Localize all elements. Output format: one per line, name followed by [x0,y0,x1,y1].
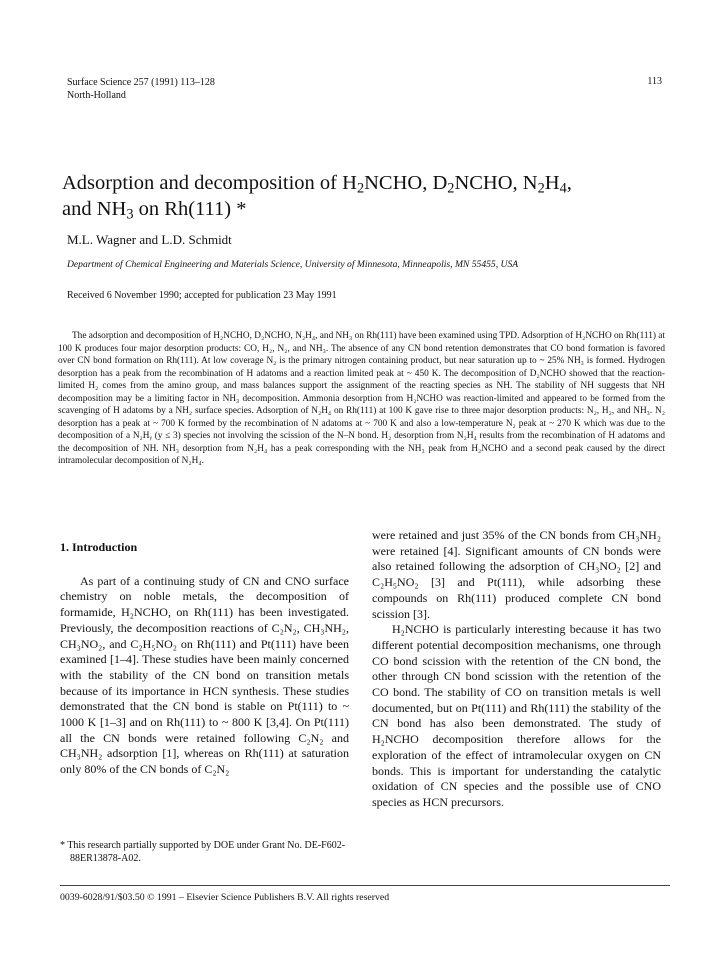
journal-header [67,76,215,102]
received-date: Received 6 November 1990; accepted for publication 23 May 1991 [67,290,337,301]
abstract: The adsorption and decomposition of H₂NCHO, D₂NCHO, N₂H₄, and NH₃ on Rh(111) have been examined using TPD. Adsorption of H₂NCHO on Rh(111) at 100 K produces four major desorption products: CO, H₂, N₂, and NH₃. The absence of any CN bond retention demonstrates that CO bond formation is favored over CN bond formation on Rh(111). At low coverage N₂ is the primary nitrogen containing product, but near saturation up to ~ 25% NH₃ is formed. Hydrogen desorption has a peak from the recombination of H adatoms and a reaction limited peak at ~ 450 K. The decomposition of D₂NCHO showed that the reaction-limited H₂ comes from the amino group, and mass balances support the assignment of the reacting species as NH. The stability of NH suggests that NH decomposition may be a limiting factor in NH₃ decomposition. Ammonia desorption from H₂NCHO was reaction-limited and appeared to be formed from the scavenging of H adatoms by a NH₂ surface species. Adsorption of N₂H₄ on Rh(111) at 100 K gave rise to three major desorption products: N₂, H₂, and NH₃. N₂ desorption has a peak at ~ 700 K formed by the recombination of N adatoms at ~ 700 K and also a low-temperature N₂ peak at ~ 270 K which was due to the decomposition of a N₂Hᵧ (y ≤ 3) species not involving the scission of the N–N bond. H₂ desorption from N₂H₄ results from the recombination of H adatoms and the decomposition of NH. NH₃ desorption from N₂H₄ has a peak corresponding with the NH₃ peak from H₂NCHO and a second peak caused by the direct intramolecular decomposition of N₂H₄. [58,331,665,466]
page-number: 113 [647,76,662,87]
article-title: Adsorption and decomposition of $H_2NCHO$, $D_2NCHO$, $N_2H_4$, and $NH_3$ on Rh(111) * [62,172,572,223]
author-affiliation: Department of Chemical Engineering and Materials Science, University of Minnesota, Minneapolis, MN 55455, USA [67,259,519,270]
footer-divider [60,885,670,886]
footnote [60,840,349,865]
publisher-name: North-Holland [67,90,126,101]
funding-footnote: * This research partially supported by DOE under Grant No. DE-F602-88ER13878-A02. [60,840,346,864]
left-column [60,540,349,778]
journal-citation: Surface Science 257 (1991) 113–128 [67,77,215,88]
author-list: M.L. Wagner and L.D. Schmidt [67,232,232,247]
right-column [372,528,661,811]
section-heading: 1. Introduction [60,540,138,554]
intro-paragraph-1-continued: were retained and just 35% of the CN bonds from CH₃NH₂ were retained [4]. Significant amounts of CN bonds were also retained following the adsorption of CH₃NO₂ [2] and C₂H₅NO₂ [3] and Pt(111), while adsorbing these compounds on Rh(111) produced complete CN bond scission [3]. [372,528,661,621]
intro-paragraph-2: H₂NCHO is particularly interesting because it has two different potential decomposition mechanisms, one through CO bond scission with the retention of the CN bond, the other through CN bond scission with the retention of the CO bond. The stability of CO on transition metals is well documented, but on Pt(111) and Rh(111) the stability of the CN bond has also been demonstrated. The study of H₂NCHO decomposition therefore allows for the exploration of the effect of intramolecular oxygen on CN bonds. This is important for understanding the catalytic oxidation of CN species and the possible use of CNO species as HCN precursors. [372,622,661,809]
intro-paragraph-1: As part of a continuing study of CN and CNO surface chemistry on noble metals, the decomposition of formamide, H₂NCHO, on Rh(111) has been investigated. Previously, the decomposition reactions of C₂N₂, CH₃NH₂, CH₃NO₂, and C₂H₅NO₂ on Rh(111) and Pt(111) have been examined [1–4]. These studies have been mainly concerned with the stability of the CN bond on transition metals because of its importance in HCN synthesis. These studies demonstrated that the CN bond is stable on Pt(111) to ~ 1000 K [1–3] and on Rh(111) to ~ 800 K [3,4]. On Pt(111) all the CN bonds were retained following C₂N₂ and CH₃NH₂ adsorption [1], whereas on Rh(111) at saturation only 80% of the CN bonds of C₂N₂ [60,573,349,777]
copyright-footer: 0039-6028/91/$03.50 © 1991 – Elsevier Science Publishers B.V. All rights reserved [60,892,390,903]
